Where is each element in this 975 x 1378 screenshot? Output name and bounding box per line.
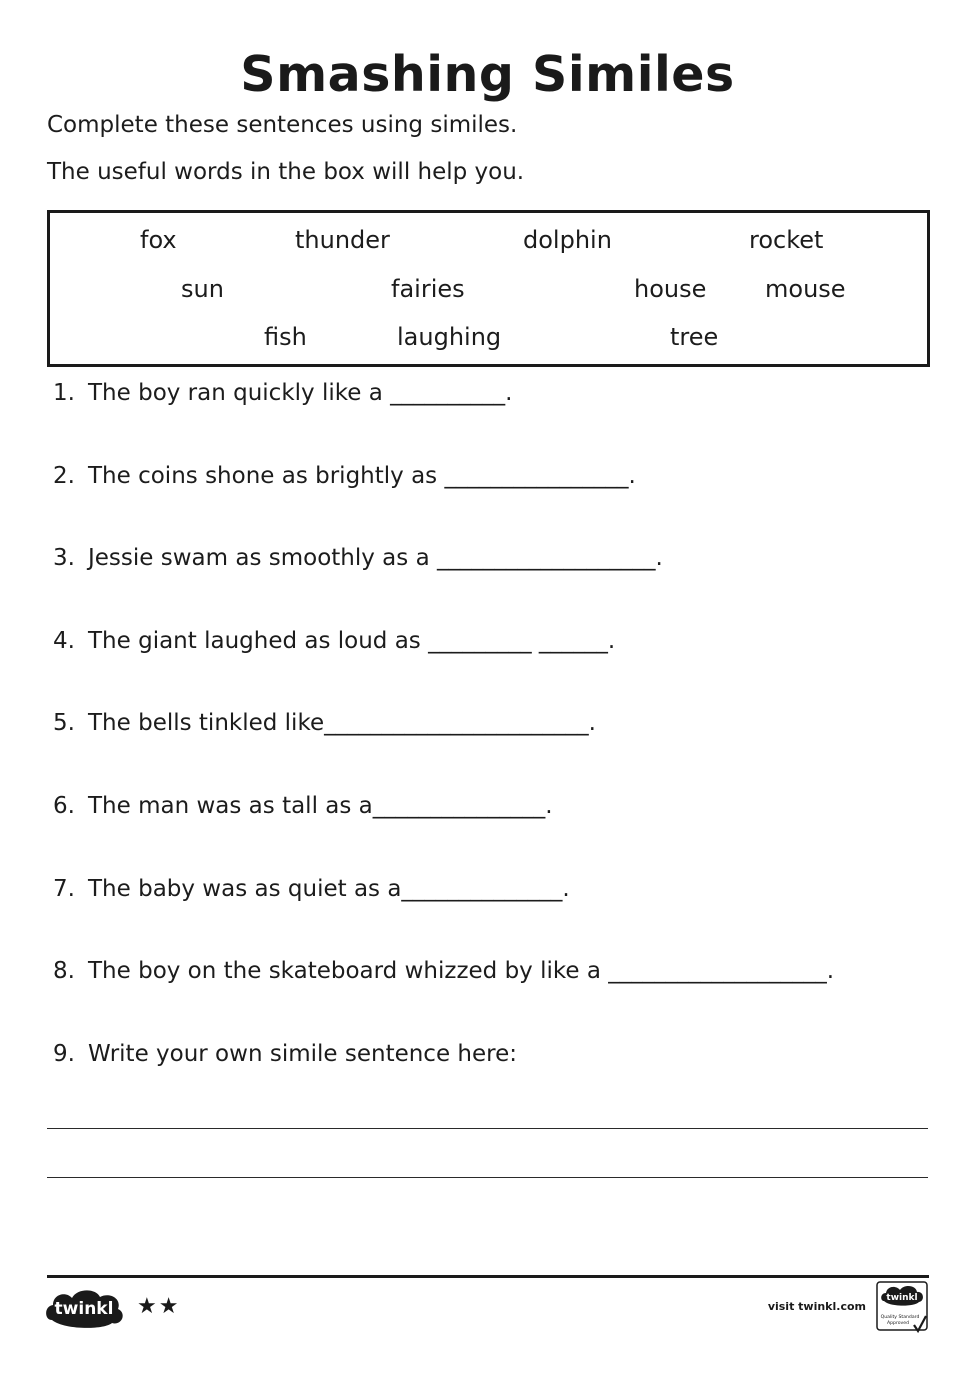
question-4 (53, 628, 615, 654)
question-2 (53, 463, 636, 489)
word-fox: fox (140, 226, 177, 254)
question-text: The man was as tall as a_______________. (88, 793, 553, 819)
question-number: 1. (53, 380, 75, 406)
question-text: The coins shone as brightly as ________________. (88, 463, 636, 489)
quality-badge (876, 1281, 928, 1335)
question-number: 3. (53, 545, 75, 571)
word-laughing: laughing (397, 323, 502, 351)
question-5 (53, 710, 596, 736)
question-3 (53, 545, 663, 571)
word-rocket: rocket (749, 226, 824, 254)
word-fairies: fairies (391, 275, 465, 303)
question-text: The boy on the skateboard whizzed by like a ___________________. (88, 958, 835, 984)
word-sun: sun (181, 275, 224, 303)
question-text: Jessie swam as smoothly as a ___________________. (88, 545, 663, 571)
question-number: 2. (53, 463, 75, 489)
answer-line (47, 1128, 928, 1129)
instruction-useful-words: The useful words in the box will help you. (47, 159, 525, 185)
page-title: Smashing Similes (240, 46, 735, 103)
word-bank-box (47, 210, 930, 367)
question-text: The bells tinkled like_______________________. (88, 710, 596, 736)
answer-line (47, 1177, 928, 1178)
badge-line-2: Approved (886, 1321, 910, 1326)
question-9 (53, 1041, 517, 1067)
word-house: house (634, 275, 707, 303)
question-7 (53, 876, 570, 902)
question-6 (53, 793, 553, 819)
question-number: 4. (53, 628, 75, 654)
instruction-complete-sentences: Complete these sentences using similes. (47, 112, 518, 138)
question-1 (53, 380, 512, 406)
word-dolphin: dolphin (523, 226, 612, 254)
difficulty-stars: ★★ (137, 1294, 181, 1319)
twinkl-logo (44, 1286, 126, 1330)
word-thunder: thunder (295, 226, 390, 254)
logo-text: twinkl (54, 1299, 114, 1319)
badge-brand-text: twinkl (886, 1293, 918, 1303)
word-mouse: mouse (765, 275, 846, 303)
question-number: 7. (53, 876, 75, 902)
question-text: Write your own simile sentence here: (88, 1041, 517, 1067)
question-number: 8. (53, 958, 75, 984)
question-number: 5. (53, 710, 75, 736)
question-text: The giant laughed as loud as _________ ______. (88, 628, 616, 654)
question-number: 9. (53, 1041, 75, 1067)
word-tree: tree (670, 323, 719, 351)
question-number: 6. (53, 793, 75, 819)
question-text: The baby was as quiet as a______________. (88, 876, 570, 902)
badge-line-1: Quality Standard (880, 1315, 920, 1320)
word-fish: fish (264, 323, 307, 351)
question-8 (53, 958, 834, 984)
visit-link[interactable]: visit twinkl.com (767, 1300, 866, 1313)
footer-divider (47, 1275, 929, 1278)
question-text: The boy ran quickly like a __________. (88, 380, 513, 406)
